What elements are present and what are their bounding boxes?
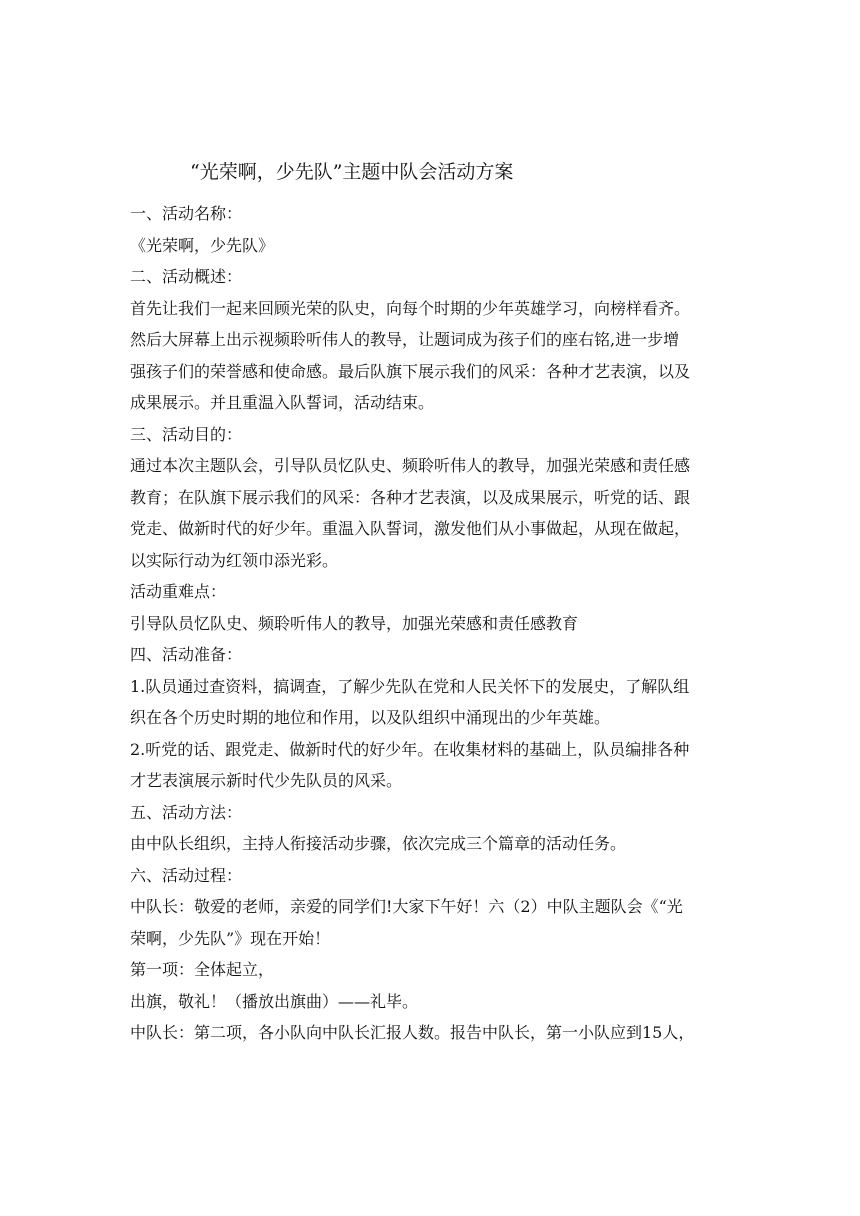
text-line: 首先让我们一起来回顾光荣的队史，向每个时期的少年英雄学习，向榜样看齐。 [130,298,691,318]
document-title: “光荣啊，少先队”主题中队会活动方案 [190,161,514,183]
text-line: 以实际行动为红领巾添光彩。 [130,550,339,570]
text-line: 成果展示。并且重温入队誓词，活动结束。 [130,393,435,412]
text-line: 三、活动目的： [130,424,243,444]
text-line: 然后大屏幕上出示视频聆听伟人的教导，让题词成为孩子们的座右铭,进一步增 [130,330,680,349]
text-line: 四、活动准备： [130,645,243,664]
text-line: 织在各个历史时期的地位和作用，以及队组织中涌现出的少年英雄。 [130,708,611,727]
text-line: 二、活动概述： [130,267,243,286]
text-line: 中队长：敬爱的老师，亲爱的同学们!大家下午好！六（2）中队主题队会《“光 [130,897,683,916]
text-line: 五、活动方法： [130,802,243,822]
text-line: 第一项：全体起立， [130,960,275,979]
text-line: 强孩子们的荣誉感和使命感。最后队旗下展示我们的风采：各种才艺表演，以及 [130,361,691,381]
text-line: 中队长：第二项，各小队向中队长汇报人数。报告中队长，第一小队应到15人， [130,1023,695,1042]
text-line: 六、活动过程： [130,865,243,885]
text-line: 活动重难点： [130,582,227,601]
text-line: 教育；在队旗下展示我们的风采：各种才艺表演，以及成果展示，听党的话、跟 [130,487,691,507]
text-line: 引导队员忆队史、频聆听伟人的教导，加强光荣感和责任感教育 [130,613,579,633]
text-line: 一、活动名称： [130,204,243,223]
text-line: 通过本次主题队会，引导队员忆队史、频聆听伟人的教导，加强光荣感和责任感 [130,456,691,475]
text-line: 才艺表演展示新时代少先队员的风采。 [130,771,403,790]
text-line: 1.队员通过查资料，搞调查，了解少先队在党和人民关怀下的发展史，了解队组 [130,676,690,696]
text-line: 荣啊，少先队”》现在开始！ [130,928,331,948]
document-body [130,198,732,1049]
text-line: 党走、做新时代的好少年。重温入队誓词，激发他们从小事做起，从现在做起， [130,519,691,538]
text-line: 2.听党的话、跟党走、做新时代的好少年。在收集材料的基础上，队员编排各种 [130,739,690,759]
text-line: 由中队长组织，主持人衔接活动步骤，依次完成三个篇章的活动任务。 [130,834,627,853]
text-line: 出旗，敬礼！（播放出旗曲）——礼毕。 [130,991,419,1011]
text-line: 《光荣啊，少先队》 [130,235,275,255]
